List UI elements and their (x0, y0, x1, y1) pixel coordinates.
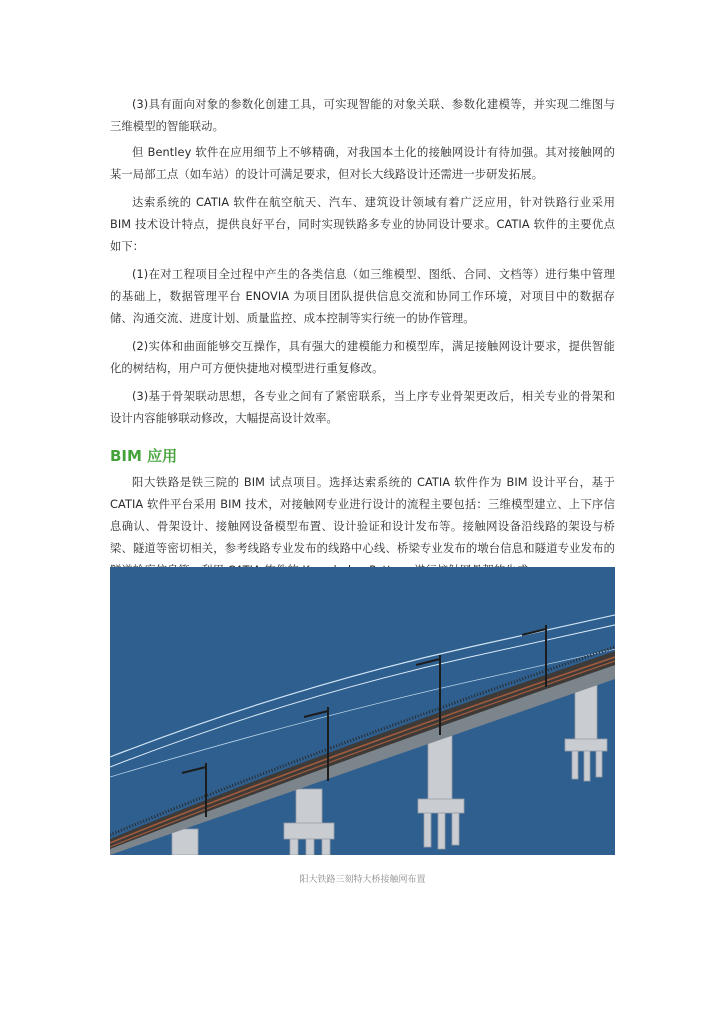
paragraph-1: (3)具有面向对象的参数化创建工具，可实现智能的对象关联、参数化建模等，并实现二维图与三维模型的智能联动。 (110, 98, 615, 133)
paragraph-3: 达索系统的 CATIA 软件在航空航天、汽车、建筑设计领域有着广泛应用，针对铁路行业采用 BIM 技术设计特点，提供良好平台，同时实现铁路多专业的协同设计要求。CATIA 软件的主要优点如下： (110, 196, 615, 253)
paragraph-4: (1)在对工程项目全过程中产生的各类信息（如三维模型、图纸、合同、文档等）进行集中管理的基础上，数据管理平台 ENOVIA 为项目团队提供信息交流和协同工作环境，对项目中的数据存储、沟通交流、进度计划、质量监控、成本控制等实行统一的协作管理。 (110, 268, 615, 325)
paragraph-6: (3)基于骨架联动思想，各专业之间有了紧密联系，当上序专业骨架更改后，相关专业的骨架和设计内容能够联动修改，大幅提高设计效率。 (110, 390, 615, 425)
bridge-catenary-figure (110, 567, 615, 855)
bim-paragraph-1: 阳大铁路是铁三院的 BIM 试点项目。选择达索系统的 CATIA 软件作为 BIM 设计平台，基于 CATIA 软件平台采用 BIM 技术，对接触网专业进行设计的流程主要包括：三维模型建立、上下序信息确认、骨架设计、接触网设备模型布置、设计验证和设计发布等。接触网设备沿线路的架设与桥梁、隧道等密切相关，参考线路专业发布的线路中心线、桥梁专业发布的墩台信息和隧道专业发布的 (110, 476, 615, 555)
paragraph-2: 但 Bentley 软件在应用细节上不够精确，对我国本土化的接触网设计有待加强。其对接触网的某一局部工点（如车站）的设计可满足要求，但对长大线路设计还需进一步研发拓展。 (110, 146, 615, 181)
bridge-render-image (110, 567, 615, 855)
section-title: BIM 应用 (110, 447, 178, 465)
paragraph-5: (2)实体和曲面能够交互操作，具有强大的建模能力和模型库，满足接触网设计要求，提供智能化的树结构，用户可方便快捷地对模型进行重复修改。 (110, 340, 615, 375)
figure-caption: 阳大铁路三刻特大桥接触网布置 (299, 875, 426, 885)
document-body (110, 94, 615, 638)
